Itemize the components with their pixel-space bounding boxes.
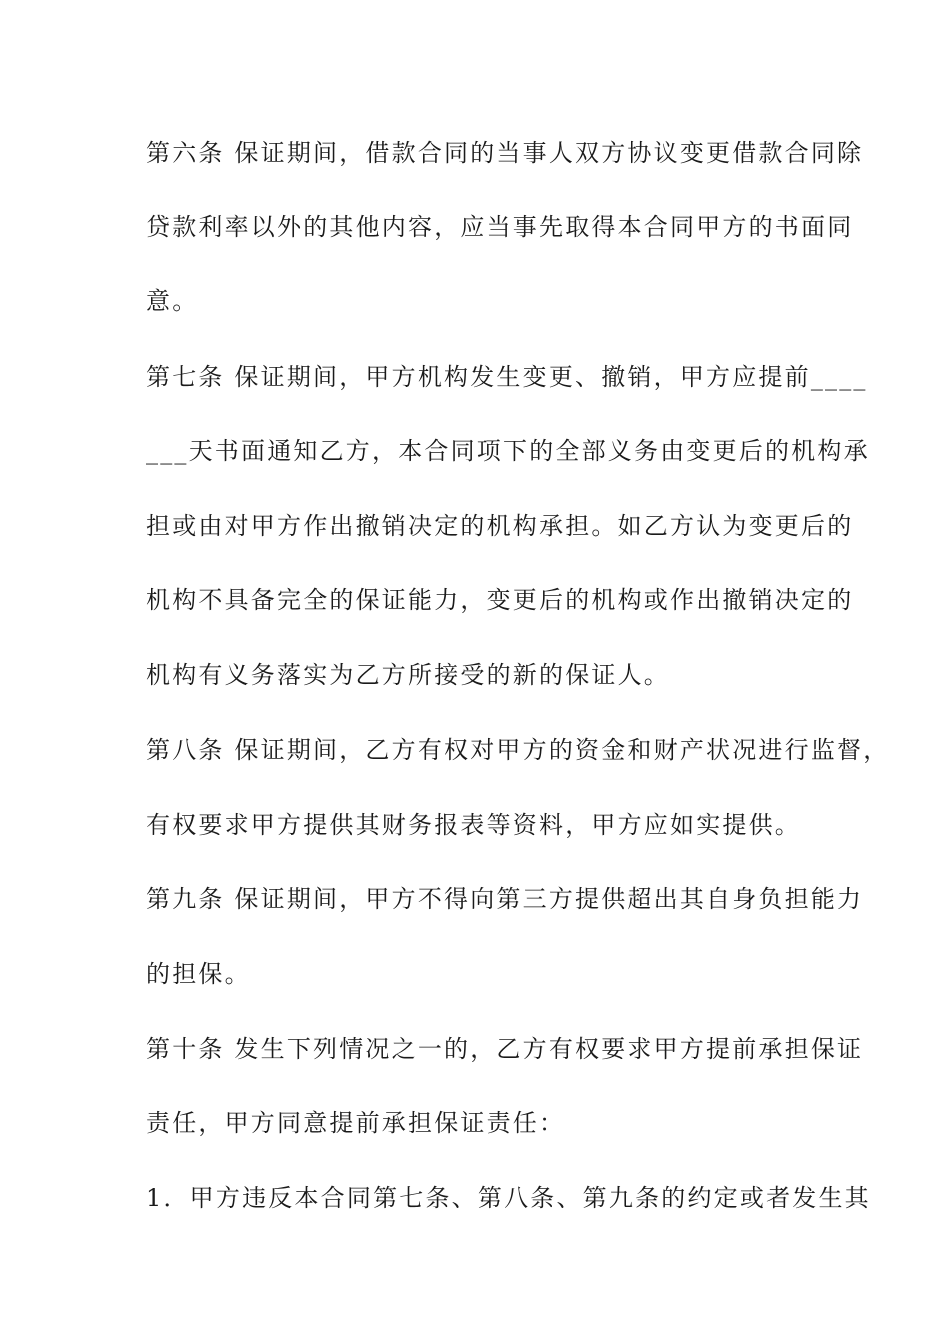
article-10-line-1: 第十条 发生下列情况之一的，乙方有权要求甲方提前承担保证 bbox=[146, 1035, 864, 1063]
article-6-line-2: 贷款利率以外的其他内容，应当事先取得本合同甲方的书面同 bbox=[146, 213, 854, 241]
article-7-line-3: 担或由对甲方作出撤销决定的机构承担。如乙方认为变更后的 bbox=[146, 512, 854, 540]
article-7-line-1: 第七条 保证期间，甲方机构发生变更、撤销，甲方应提前____ bbox=[146, 363, 868, 391]
article-9-line-1: 第九条 保证期间，甲方不得向第三方提供超出其自身负担能力 bbox=[146, 885, 864, 913]
article-8-line-1: 第八条 保证期间，乙方有权对甲方的资金和财产状况进行监督， bbox=[146, 736, 890, 764]
article-6-line-1: 第六条 保证期间，借款合同的当事人双方协议变更借款合同除 bbox=[146, 139, 864, 167]
article-7-line-2: ___天书面通知乙方，本合同项下的全部义务由变更后的机构承 bbox=[146, 437, 870, 465]
article-6-line-3: 意。 bbox=[146, 287, 199, 315]
article-7-line-4: 机构不具备完全的保证能力，变更后的机构或作出撤销决定的 bbox=[146, 586, 854, 614]
clause-1-line-1: 1．甲方违反本合同第七条、第八条、第九条的约定或者发生其 bbox=[146, 1184, 871, 1212]
article-10-line-2: 责任，甲方同意提前承担保证责任： bbox=[146, 1109, 566, 1137]
article-7-line-5: 机构有义务落实为乙方所接受的新的保证人。 bbox=[146, 661, 670, 689]
article-9-line-2: 的担保。 bbox=[146, 960, 251, 988]
article-8-line-2: 有权要求甲方提供其财务报表等资料，甲方应如实提供。 bbox=[146, 811, 801, 839]
